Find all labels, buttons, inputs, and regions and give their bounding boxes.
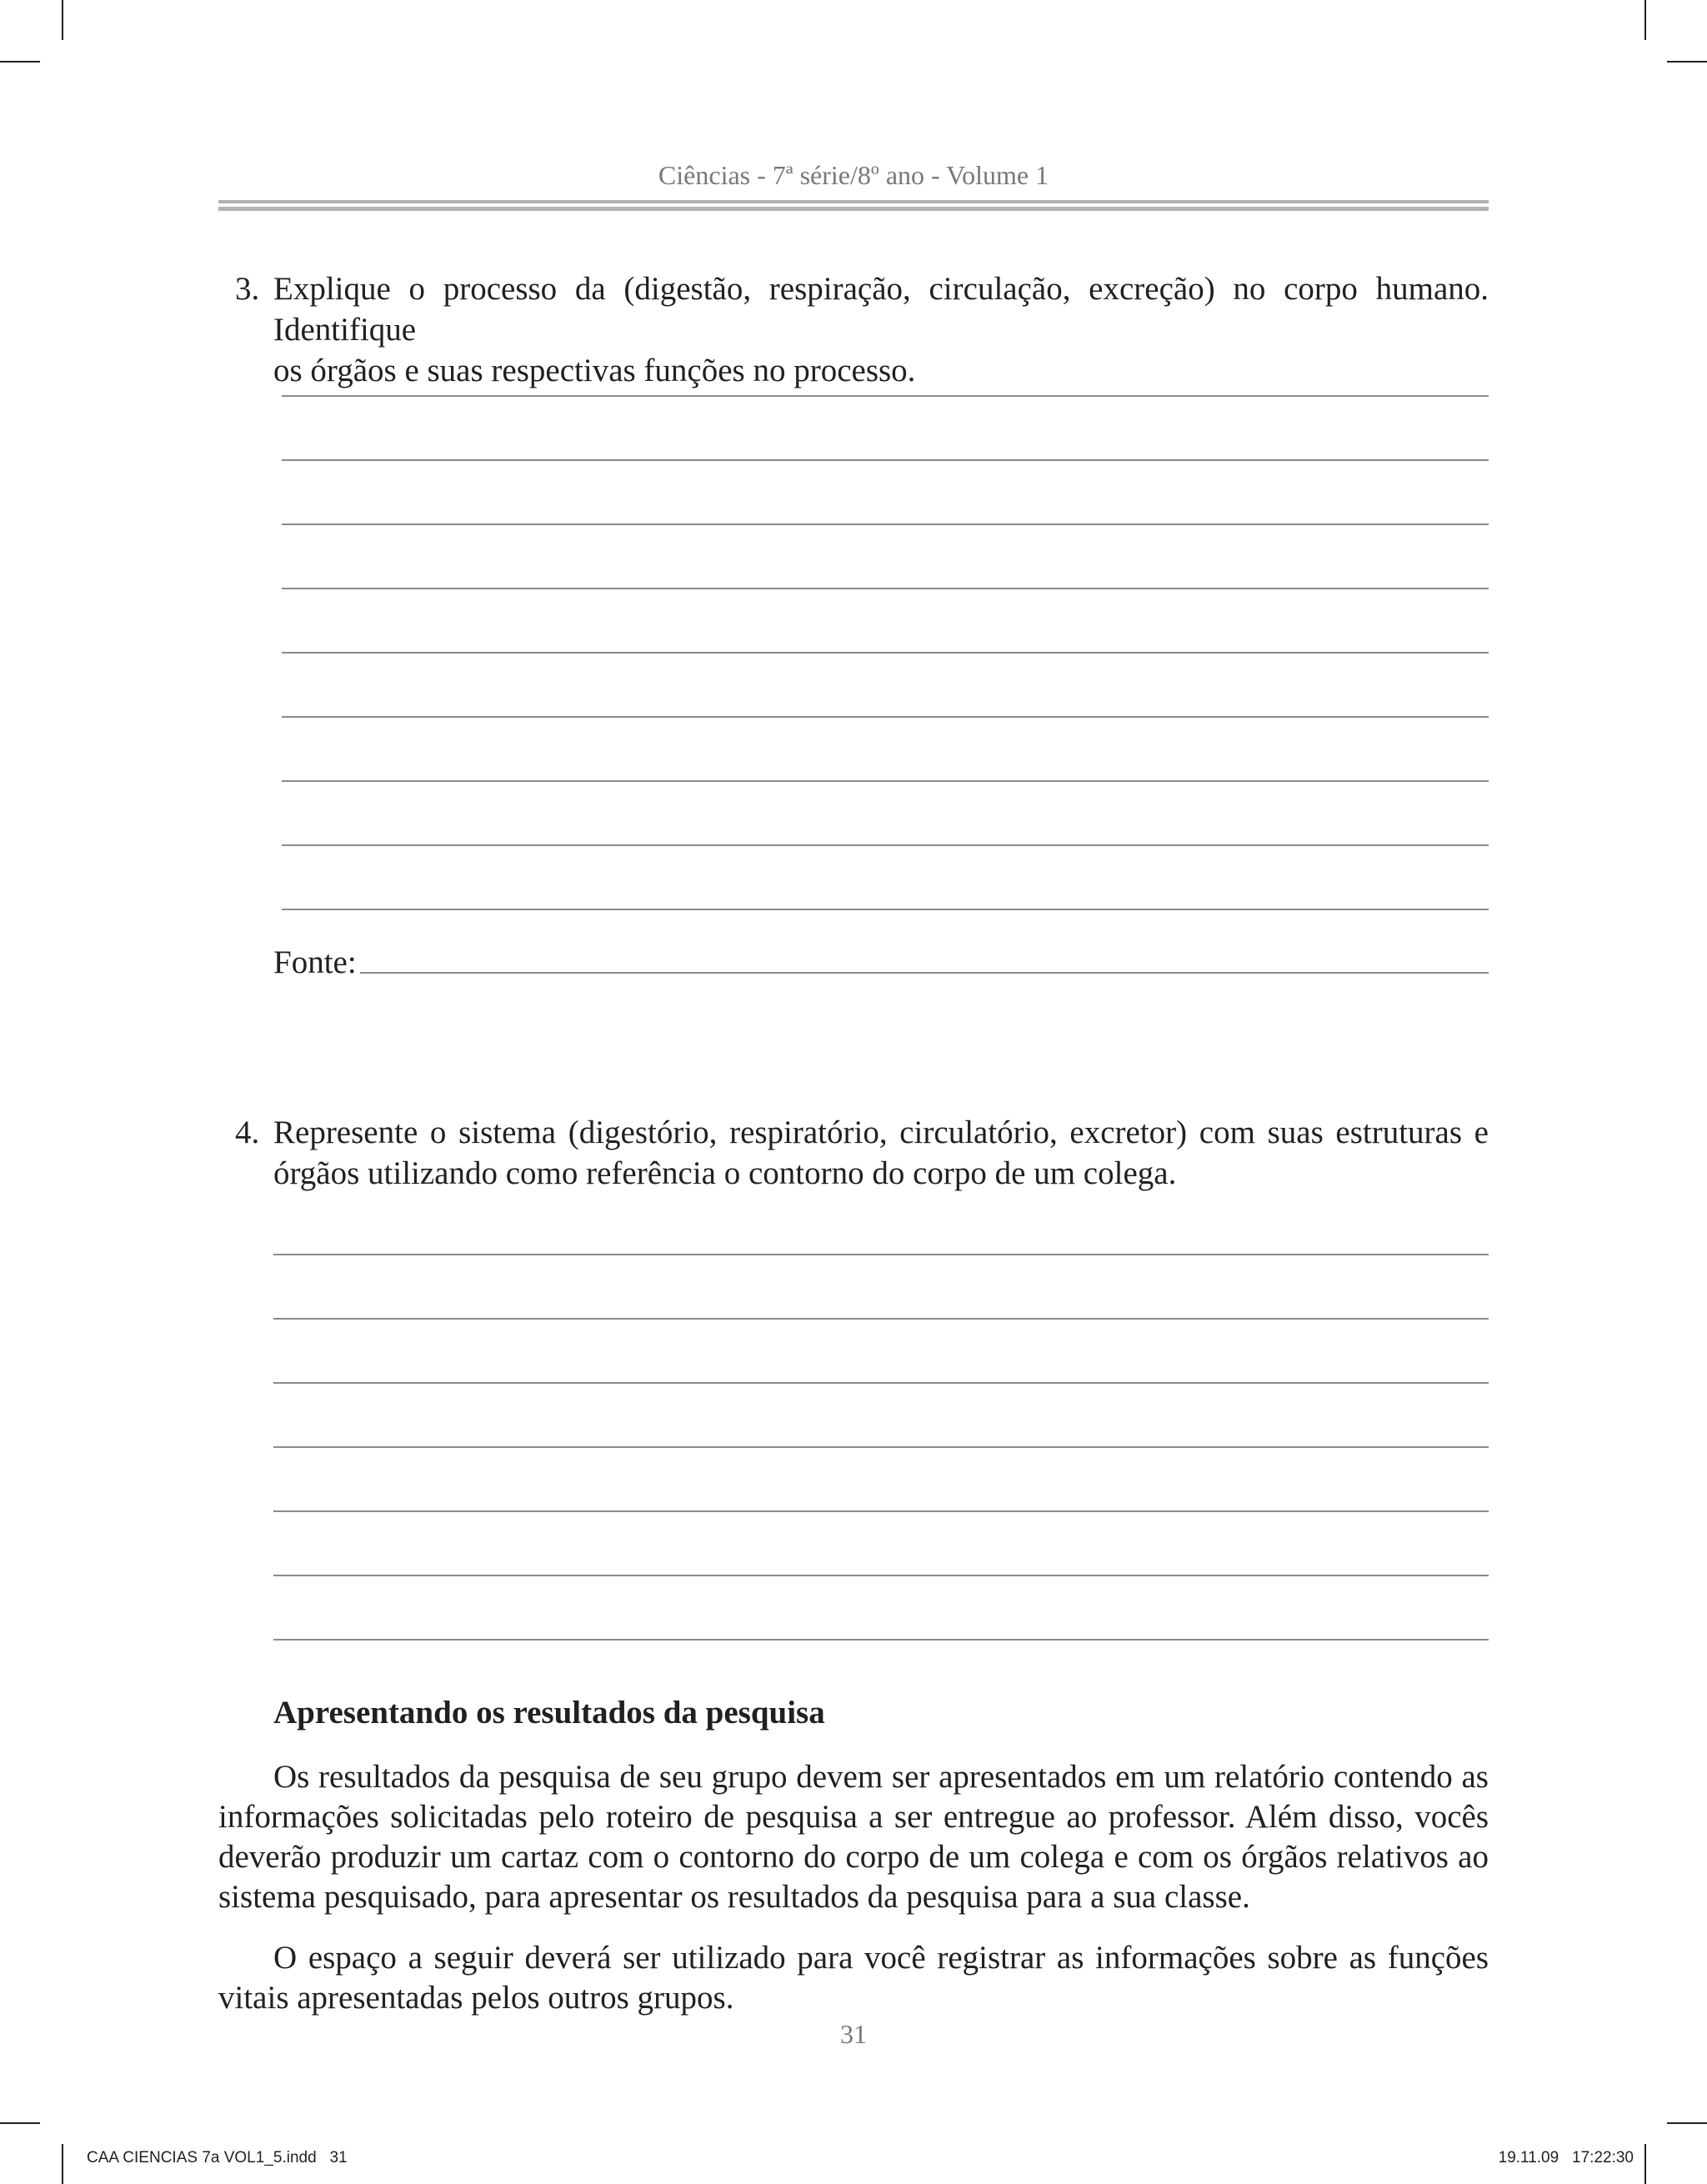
crop-mark — [0, 2122, 40, 2124]
answer-line[interactable] — [282, 716, 1489, 718]
slug-timestamp: 19.11.09 17:22:30 — [1498, 2149, 1634, 2166]
answer-line[interactable] — [282, 395, 1489, 397]
answer-line[interactable] — [273, 1254, 1489, 1255]
fonte-label: Fonte: — [273, 944, 357, 980]
question-text-line: Represente o sistema (digestório, respiratório, circulatório, excretor) com suas estruturas e — [273, 1115, 1489, 1150]
answer-line[interactable] — [273, 1318, 1489, 1320]
section-paragraph — [218, 1757, 1489, 1917]
question-number: 4. — [235, 1115, 260, 1150]
paragraph-text: Os resultados da pesquisa de seu grupo devem ser apresentados em um relatório contendo as informações solicitadas pelo roteiro de pesquisa a ser entregue ao professor. Além disso, vocês deverão produzir um cartaz com o contorno do corpo de um colega e com os órgãos relativos ao sistema pesquisado, para apresentar os resultados da pesquisa para a sua classe. — [218, 1759, 1489, 1915]
answer-line[interactable] — [273, 1575, 1489, 1576]
answer-line[interactable] — [282, 523, 1489, 525]
answer-line[interactable] — [282, 909, 1489, 910]
question-text-line: órgãos utilizando como referência o contorno do corpo de um colega. — [273, 1155, 1177, 1191]
question-text-line: Explique o processo da (digestão, respiração, circulação, excreção) no corpo humano. Identifique — [273, 271, 1489, 348]
header-rule — [218, 207, 1489, 211]
page-number: 31 — [840, 2019, 867, 2049]
answer-line[interactable] — [282, 652, 1489, 654]
paragraph-text: O espaço a seguir deverá ser utilizado para você registrar as informações sobre as funções vitais apresentadas pelos outros grupos. — [218, 1940, 1489, 2016]
answer-line[interactable] — [273, 1382, 1489, 1384]
slug-file-info: CAA CIENCIAS 7a VOL1_5.indd 31 — [87, 2149, 348, 2166]
answer-line[interactable] — [273, 1639, 1489, 1641]
answer-line[interactable] — [282, 459, 1489, 461]
crop-mark — [1667, 2122, 1707, 2124]
fonte-field[interactable] — [360, 972, 1489, 974]
section-paragraph — [218, 1938, 1489, 2018]
crop-mark — [1644, 2144, 1646, 2184]
answer-line[interactable] — [282, 844, 1489, 846]
answer-line[interactable] — [273, 1510, 1489, 1512]
header-rule — [218, 200, 1489, 203]
question-3 — [235, 268, 1489, 388]
crop-mark — [62, 2144, 63, 2184]
crop-mark — [1644, 0, 1646, 40]
question-number: 3. — [235, 271, 260, 307]
question-text-line: os órgãos e suas respectivas funções no processo. — [273, 353, 916, 388]
crop-mark — [0, 61, 40, 63]
answer-line[interactable] — [273, 1446, 1489, 1448]
crop-mark — [62, 0, 63, 40]
crop-mark — [1667, 61, 1707, 63]
answer-line[interactable] — [282, 588, 1489, 589]
question-4 — [235, 1112, 1489, 1195]
answer-line[interactable] — [282, 780, 1489, 782]
section-title: Apresentando os resultados da pesquisa — [273, 1695, 825, 1731]
running-head: Ciências - 7ª série/8º ano - Volume 1 — [658, 160, 1049, 190]
